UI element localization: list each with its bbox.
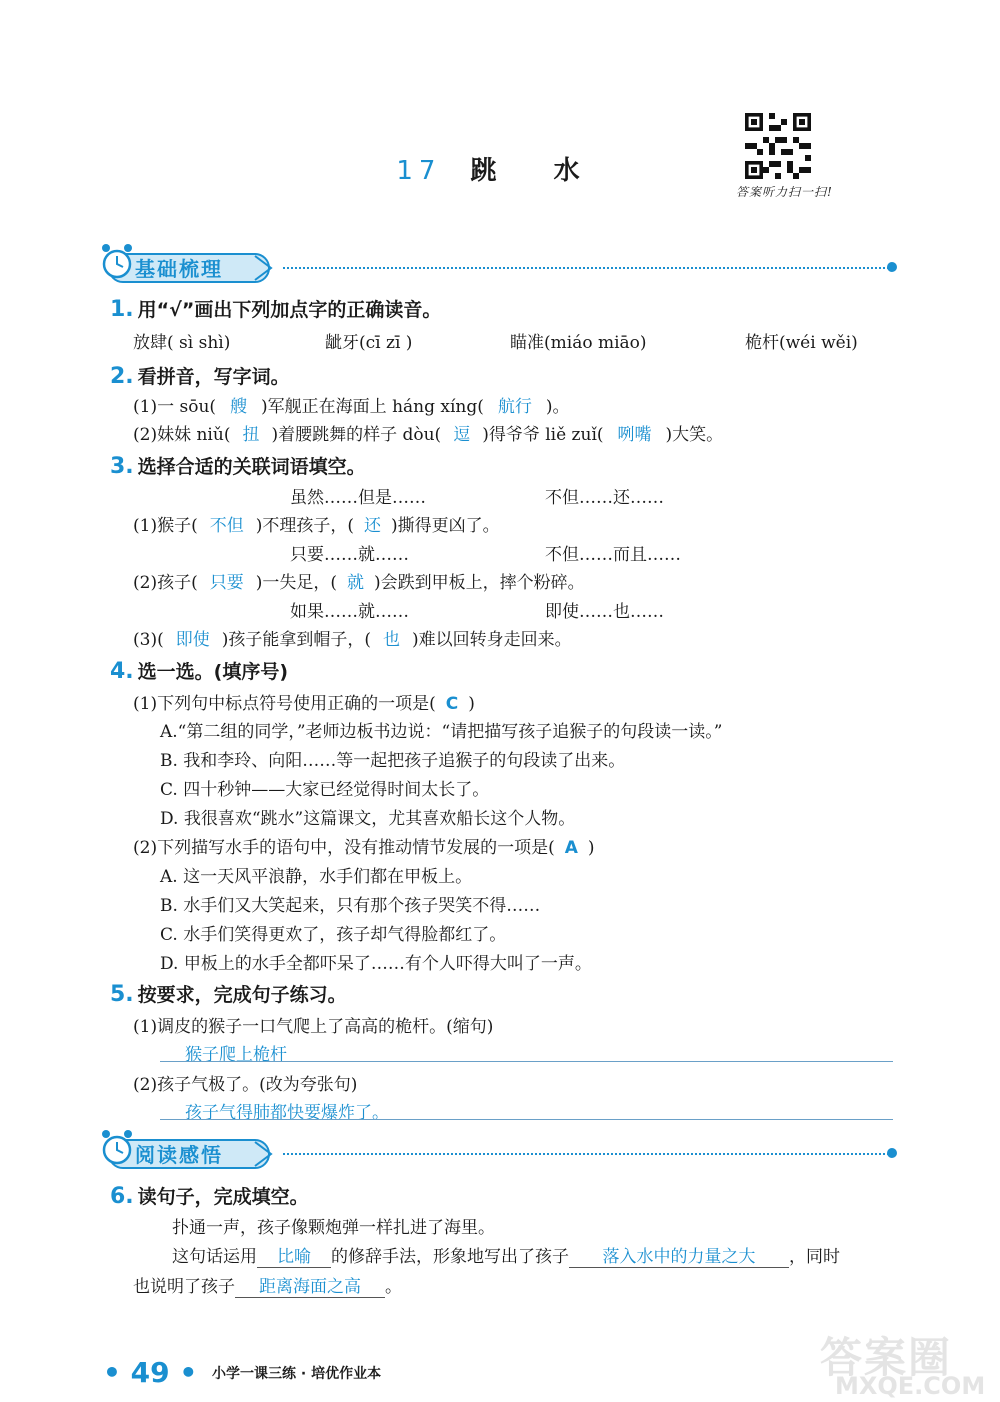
page-number: • 49 • [103,1356,198,1389]
answer: C [445,694,459,714]
q3-option: 如果……就…… [290,602,409,622]
dotted-divider [283,1153,889,1155]
answer: 不但 [209,516,244,536]
book-title: 小学一课三练 · 培优作业本 [212,1366,382,1382]
answer: 距离海面之高 [235,1272,385,1298]
q3-line-1: (1)猴子( 不但 )不理孩子，( 还 )撕得更凶了。 [133,516,500,536]
answer: 即使 [175,630,210,650]
q6-line-2: 也说明了孩子 距离海面之高 。 [133,1272,402,1298]
q6-sentence: 扑通一声，孩子像颗炮弹一样扎进了海里。 [172,1218,495,1238]
section-banner-basics [105,248,900,290]
lesson-title: 跳 水 [470,156,604,186]
answer: 逗 [453,425,471,445]
answer-underline [160,1119,893,1120]
answer: 咧嘴 [617,425,652,445]
question-6-title: 6. 读句子，完成填空。 [110,1184,309,1209]
question-3-title: 3. 选择合适的关联词语填空。 [110,454,366,479]
answer: 就 [346,573,364,593]
divider-end-dot [887,1148,897,1158]
lesson-title-row [0,150,1000,187]
q3-option: 不但……而且…… [545,545,681,565]
q5-sub-2: (2)孩子气极了。(改为夸张句) [133,1075,358,1095]
q3-option: 即使……也…… [545,602,664,622]
answer: 也 [382,630,400,650]
section-label: 基础梳理 [135,257,223,281]
q6-line-1: 这句话运用 比喻 的修辞手法，形象地写出了孩子 落入水中的力量之大 ，同时 [172,1242,840,1268]
q1-item: 放肆( sì shì) [133,333,231,353]
question-2-title: 2. 看拼音，写字词。 [110,364,290,389]
q4-option: B. 我和李玲、向阳……等一起把孩子追猴子的句段读了出来。 [160,751,626,771]
alarm-clock-icon [99,1126,135,1168]
q4-sub-2: (2)下列描写水手的语句中，没有推动情节发展的一项是( A ) [133,838,595,858]
answer: 扭 [242,425,260,445]
q4-option: A. 这一天风平浪静，水手们都在甲板上。 [160,867,473,887]
q5-answer-2: 孩子气得肺都快要爆炸了。 [185,1103,389,1123]
q4-option: A.“第二组的同学，”老师边板书边说：“请把描写孩子追猴子的句段读一读。” [160,722,723,742]
dotted-divider [283,267,889,269]
answer: 艘 [230,397,248,417]
answer-underline [160,1061,893,1062]
alarm-clock-icon [99,240,135,282]
watermark-url: MXQE.COM [835,1372,986,1400]
q5-sub-1: (1)调皮的猴子一口气爬上了高高的桅杆。(缩句) [133,1017,494,1037]
q2-line-2: (2)妹妹 niǔ( 扭 )着腰跳舞的样子 dòu( 逗 )得爷爷 liě zuǐ( 咧嘴 )大笑。 [133,425,724,445]
watermark-logo: 答案圈 [820,1333,953,1382]
question-1-title: 1. 用“√”画出下列加点字的正确读音。 [110,297,442,322]
q2-line-1: (1)一 sōu( 艘 )军舰正在海面上 háng xíng( 航行 )。 [133,397,570,417]
answer: 航行 [497,397,532,417]
q3-line-3: (3)( 即使 )孩子能拿到帽子，( 也 )难以回转身走回来。 [133,630,572,650]
answer: 落入水中的力量之大 [569,1242,789,1268]
q5-answer-1: 猴子爬上桅杆 [185,1045,287,1065]
q3-option: 不但……还…… [545,488,664,508]
answer: A [564,838,578,858]
q4-option: B. 水手们又大笑起来，只有那个孩子哭笑不得…… [160,896,541,916]
q4-option: C. 四十秒钟——大家已经觉得时间太长了。 [160,780,490,800]
q1-item: 瞄准(miáo miāo) [510,333,647,353]
q1-item: 龇牙(cī zī ) [325,333,413,353]
qr-code-icon[interactable] [745,113,811,179]
q4-option: C. 水手们笑得更欢了，孩子却气得脸都红了。 [160,925,507,945]
lesson-number: 17 [396,156,442,186]
q3-option: 只要……就…… [290,545,409,565]
divider-end-dot [887,262,897,272]
answer: 只要 [209,573,244,593]
question-4-title: 4. 选一选。(填序号) [110,659,289,684]
q3-line-2: (2)孩子( 只要 )一失足，( 就 )会跌到甲板上，摔个粉碎。 [133,573,585,593]
answer: 还 [363,516,381,536]
q4-option: D. 我很喜欢“跳水”这篇课文，尤其喜欢船长这个人物。 [160,809,576,829]
section-label: 阅读感悟 [135,1143,223,1167]
q3-option: 虽然……但是…… [290,488,426,508]
question-5-title: 5. 按要求，完成句子练习。 [110,982,347,1007]
q1-item: 桅杆(wéi wěi) [745,333,858,353]
qr-caption: 答案听力扫一扫! [736,185,833,199]
q4-option: D. 甲板上的水手全都吓呆了……有个人吓得大叫了一声。 [160,954,592,974]
q4-sub-1: (1)下列句中标点符号使用正确的一项是( C ) [133,694,475,714]
section-banner-reading [105,1134,900,1176]
answer: 比喻 [257,1242,331,1268]
